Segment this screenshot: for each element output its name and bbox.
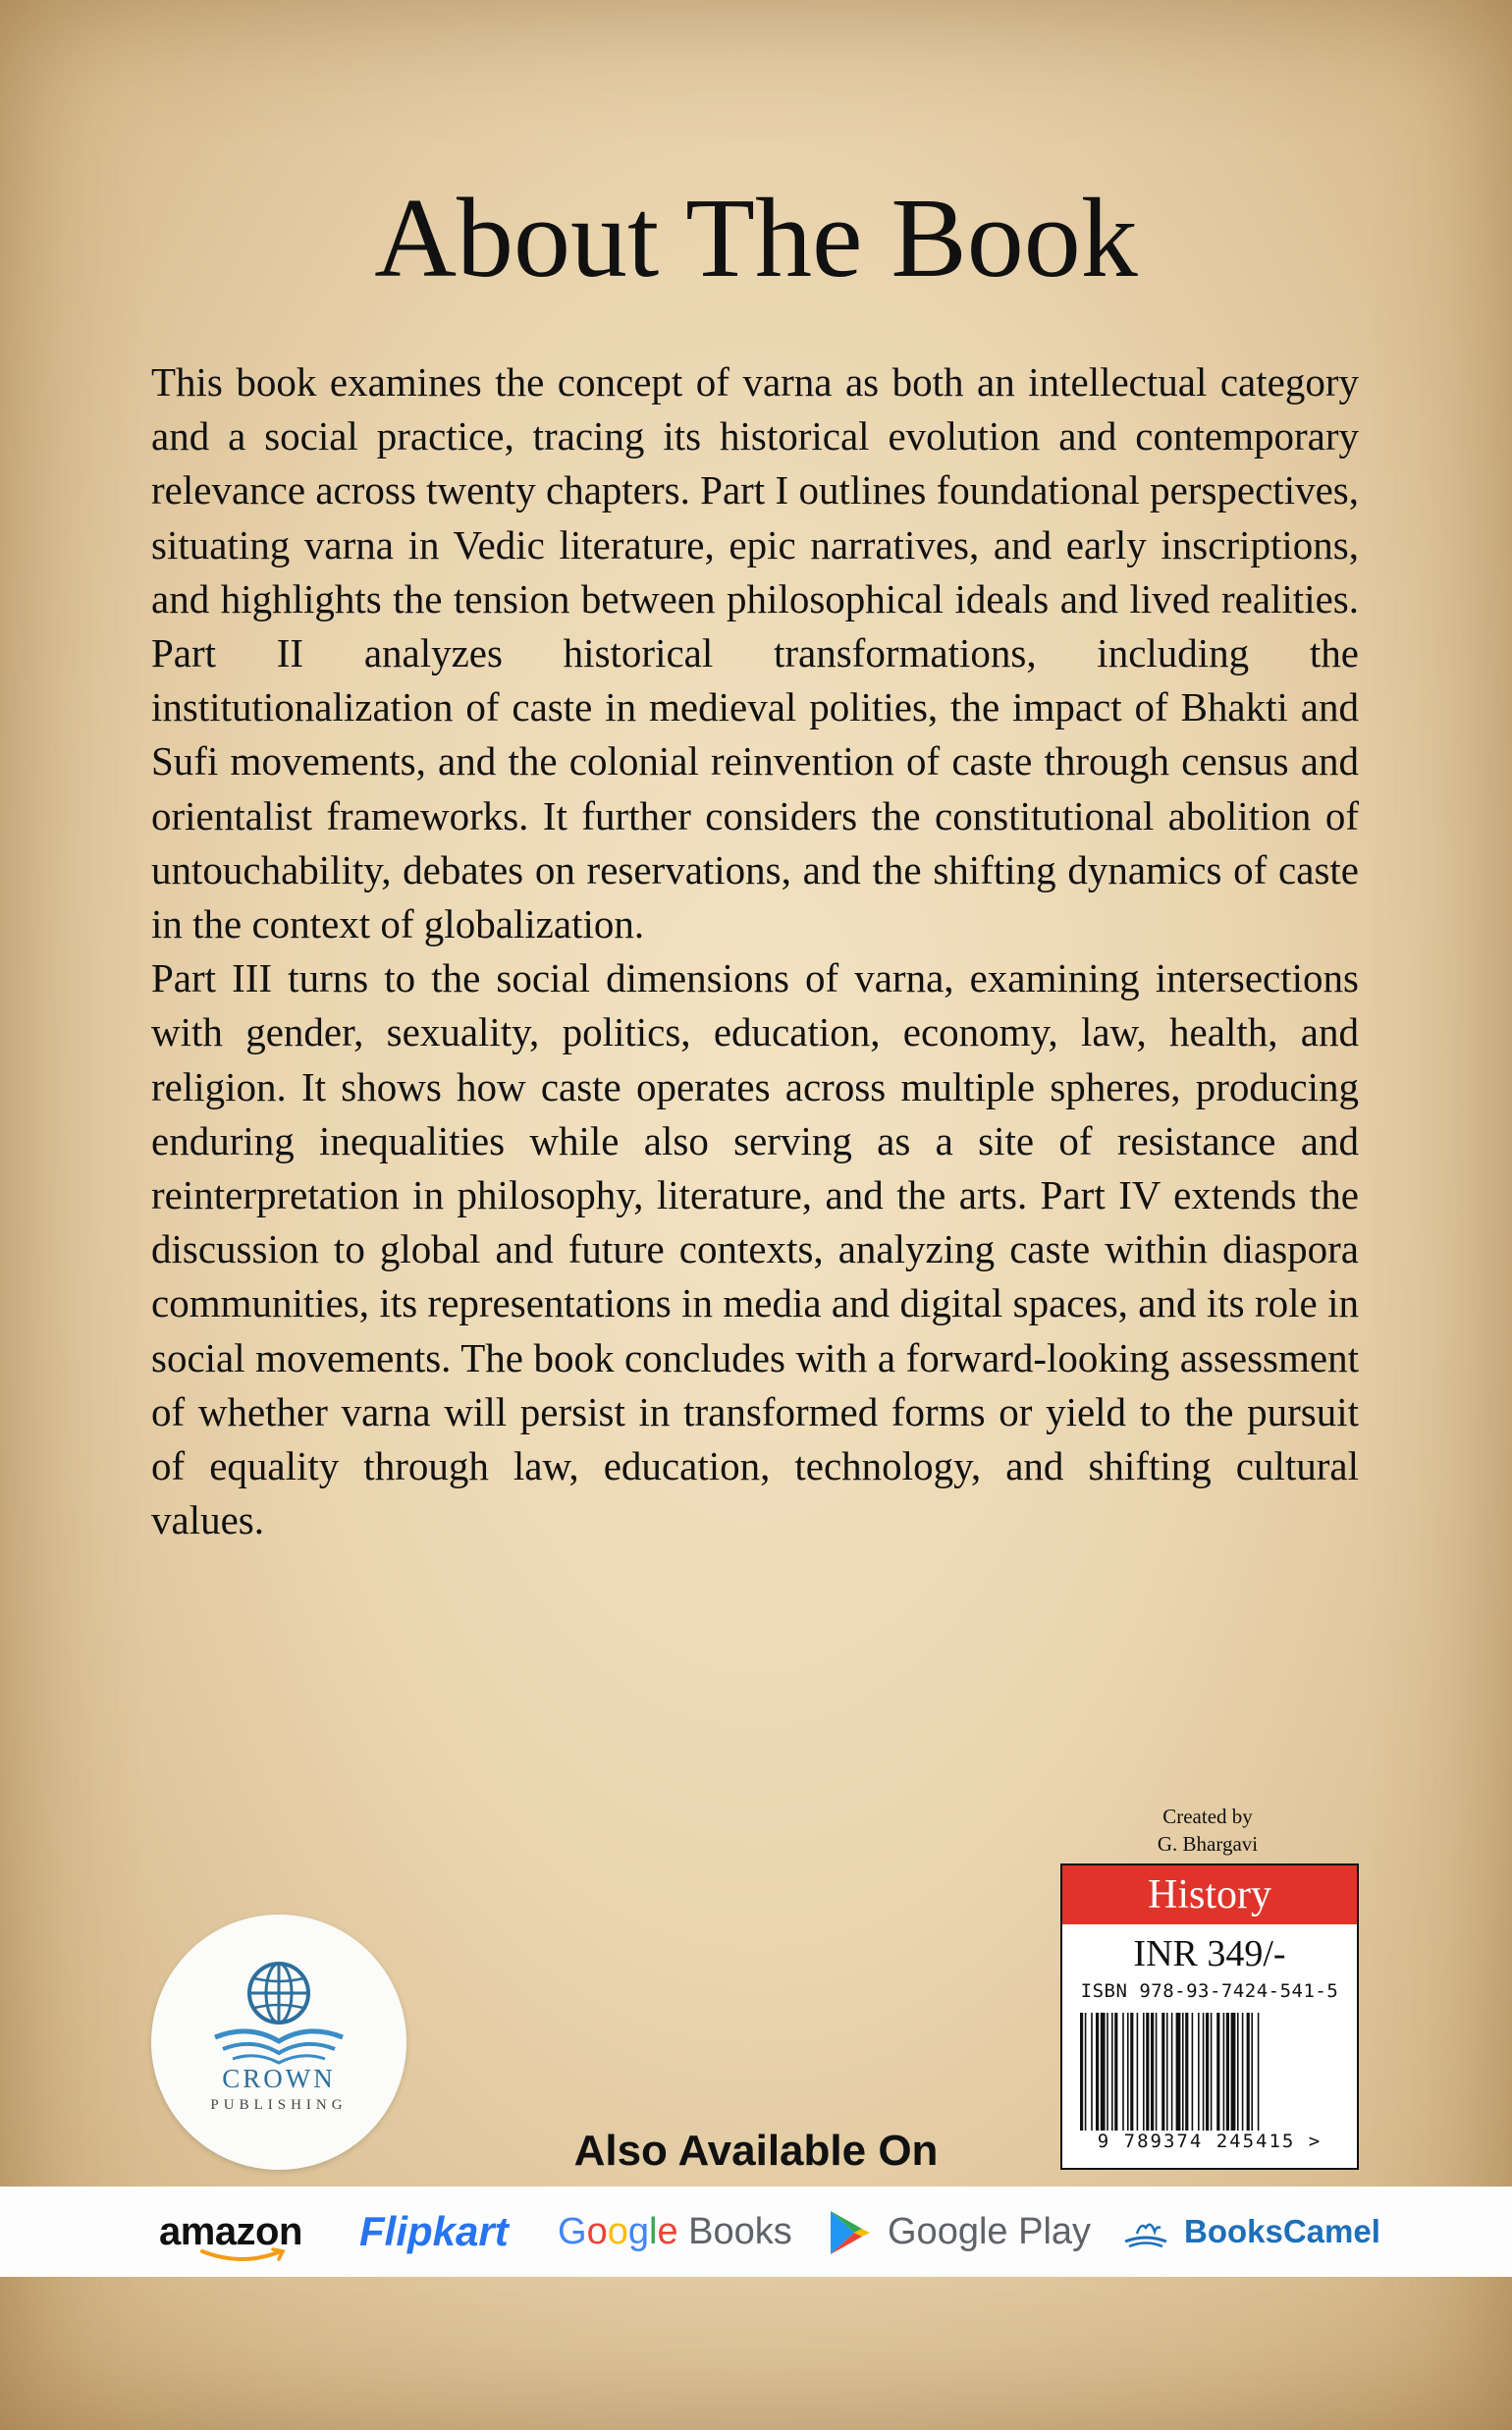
books-word: Books bbox=[677, 2211, 792, 2252]
barcode-bar bbox=[1143, 2013, 1145, 2131]
google-letter: o bbox=[607, 2211, 628, 2252]
price-label: INR 349/- bbox=[1133, 1933, 1286, 1974]
barcode-digits: 9 789374 245415 > bbox=[1097, 2131, 1323, 2152]
barcode-bar bbox=[1130, 2013, 1133, 2131]
book-description bbox=[151, 355, 1359, 1547]
category-label: History bbox=[1062, 1865, 1357, 1924]
barcode-bar bbox=[1247, 2013, 1250, 2131]
barcode-bar bbox=[1237, 2013, 1239, 2131]
bookscamel-logo[interactable]: BooksCamel bbox=[1184, 2213, 1380, 2249]
barcode bbox=[1078, 2013, 1341, 2131]
google-play-icon[interactable] bbox=[829, 2209, 872, 2256]
amazon-wordmark: amazon bbox=[159, 2210, 302, 2253]
barcode-bar bbox=[1198, 2013, 1200, 2131]
barcode-bar bbox=[1206, 2013, 1209, 2131]
barcode-bar bbox=[1216, 2013, 1219, 2131]
description-paragraph: Part III turns to the social dimensions of varna, examining intersections with gender, sexuality, politics, education, economy, law, health, and religion. It shows how caste operates across multiple spheres, producing enduring inequalities while also serving as a site of resistance and reinterpretation in philosophy, literature, and the arts. Part IV extends the discussion to global and future contexts, analyzing caste within diaspora communities, its representations in media and digital spaces, and its role in social movements. The book concludes with a forward-looking assessment of whether varna will persist in transformed forms or yield to the pursuit of equality through law, education, technology, and shifting cultural values. bbox=[151, 955, 1359, 1543]
barcode-bar bbox=[1166, 2013, 1168, 2131]
isbn-label: ISBN 978-93-7424-541-5 bbox=[1080, 1980, 1339, 2002]
google-letter: o bbox=[586, 2211, 608, 2252]
globe-open-book-icon bbox=[205, 1959, 352, 2067]
google-books-logo[interactable] bbox=[558, 2187, 792, 2277]
publisher-name: CROWN bbox=[222, 2064, 336, 2093]
barcode-bar bbox=[1171, 2013, 1173, 2131]
barcode-bar bbox=[1192, 2013, 1194, 2131]
author-name: G. Bhargavi bbox=[1157, 1832, 1259, 1856]
barcode-bar bbox=[1231, 2013, 1236, 2131]
google-letter: e bbox=[657, 2211, 678, 2252]
barcode-bar bbox=[1107, 2013, 1108, 2131]
barcode-bar bbox=[1114, 2013, 1117, 2131]
google-letter: G bbox=[558, 2211, 587, 2252]
description-paragraph: This book examines the concept of varna as both an intellectual category and a social practice, tracing its historical evolution and contemporary relevance across twenty chapters. Part I outlines foundational perspectives, situating varna in Vedic literature, epic narratives, and early inscriptions, and highlights the tension between philosophical ideals and lived realities. Part II analyzes historical transformations, including the institutionalization of caste in medieval polities, the impact of Bhakti and Sufi movements, and the colonial reinvention of caste through census and orientalist frameworks. It further considers the constitutional abolition of untouchability, debates on reservations, and the shifting dynamics of caste in the context of globalization. bbox=[151, 359, 1359, 947]
page-title: About The Book bbox=[374, 176, 1138, 301]
google-letter: g bbox=[627, 2211, 649, 2252]
barcode-bar bbox=[1211, 2013, 1213, 2131]
amazon-logo[interactable] bbox=[159, 2187, 302, 2277]
author-credit bbox=[1109, 1803, 1306, 1858]
barcode-bar bbox=[1185, 2013, 1188, 2131]
barcode-bar bbox=[1122, 2013, 1124, 2131]
barcode-bar bbox=[1242, 2013, 1244, 2131]
flipkart-logo[interactable]: Flipkart bbox=[359, 2208, 509, 2254]
availability-heading: Also Available On bbox=[573, 2127, 939, 2175]
barcode-bar bbox=[1137, 2013, 1139, 2131]
barcode-bar bbox=[1146, 2013, 1149, 2131]
barcode-bar bbox=[1226, 2013, 1229, 2131]
barcode-bar bbox=[1223, 2013, 1225, 2131]
barcode-bar bbox=[1091, 2013, 1093, 2131]
barcode-bar bbox=[1156, 2013, 1158, 2131]
camel-book-icon[interactable] bbox=[1119, 2216, 1172, 2249]
barcode-bar bbox=[1176, 2013, 1181, 2131]
barcode-bar bbox=[1080, 2013, 1083, 2131]
barcode-bar bbox=[1101, 2013, 1106, 2131]
barcode-bar bbox=[1161, 2013, 1164, 2131]
barcode-bar bbox=[1151, 2013, 1154, 2131]
amazon-smile-icon bbox=[198, 2247, 287, 2265]
credit-label: Created by bbox=[1162, 1805, 1253, 1828]
store-logos-bar bbox=[0, 2187, 1512, 2277]
barcode-bar bbox=[1085, 2013, 1087, 2131]
publisher-subtitle: PUBLISHING bbox=[210, 2097, 348, 2113]
google-play-label[interactable]: Google Play bbox=[888, 2211, 1092, 2252]
barcode-bar bbox=[1182, 2013, 1184, 2131]
barcode-bar bbox=[1258, 2013, 1260, 2131]
barcode-bar bbox=[1251, 2013, 1253, 2131]
barcode-bar bbox=[1127, 2013, 1129, 2131]
barcode-bar bbox=[1203, 2013, 1205, 2131]
google-letter: l bbox=[648, 2211, 658, 2252]
barcode-bar bbox=[1111, 2013, 1113, 2131]
barcode-bar bbox=[1096, 2013, 1099, 2131]
